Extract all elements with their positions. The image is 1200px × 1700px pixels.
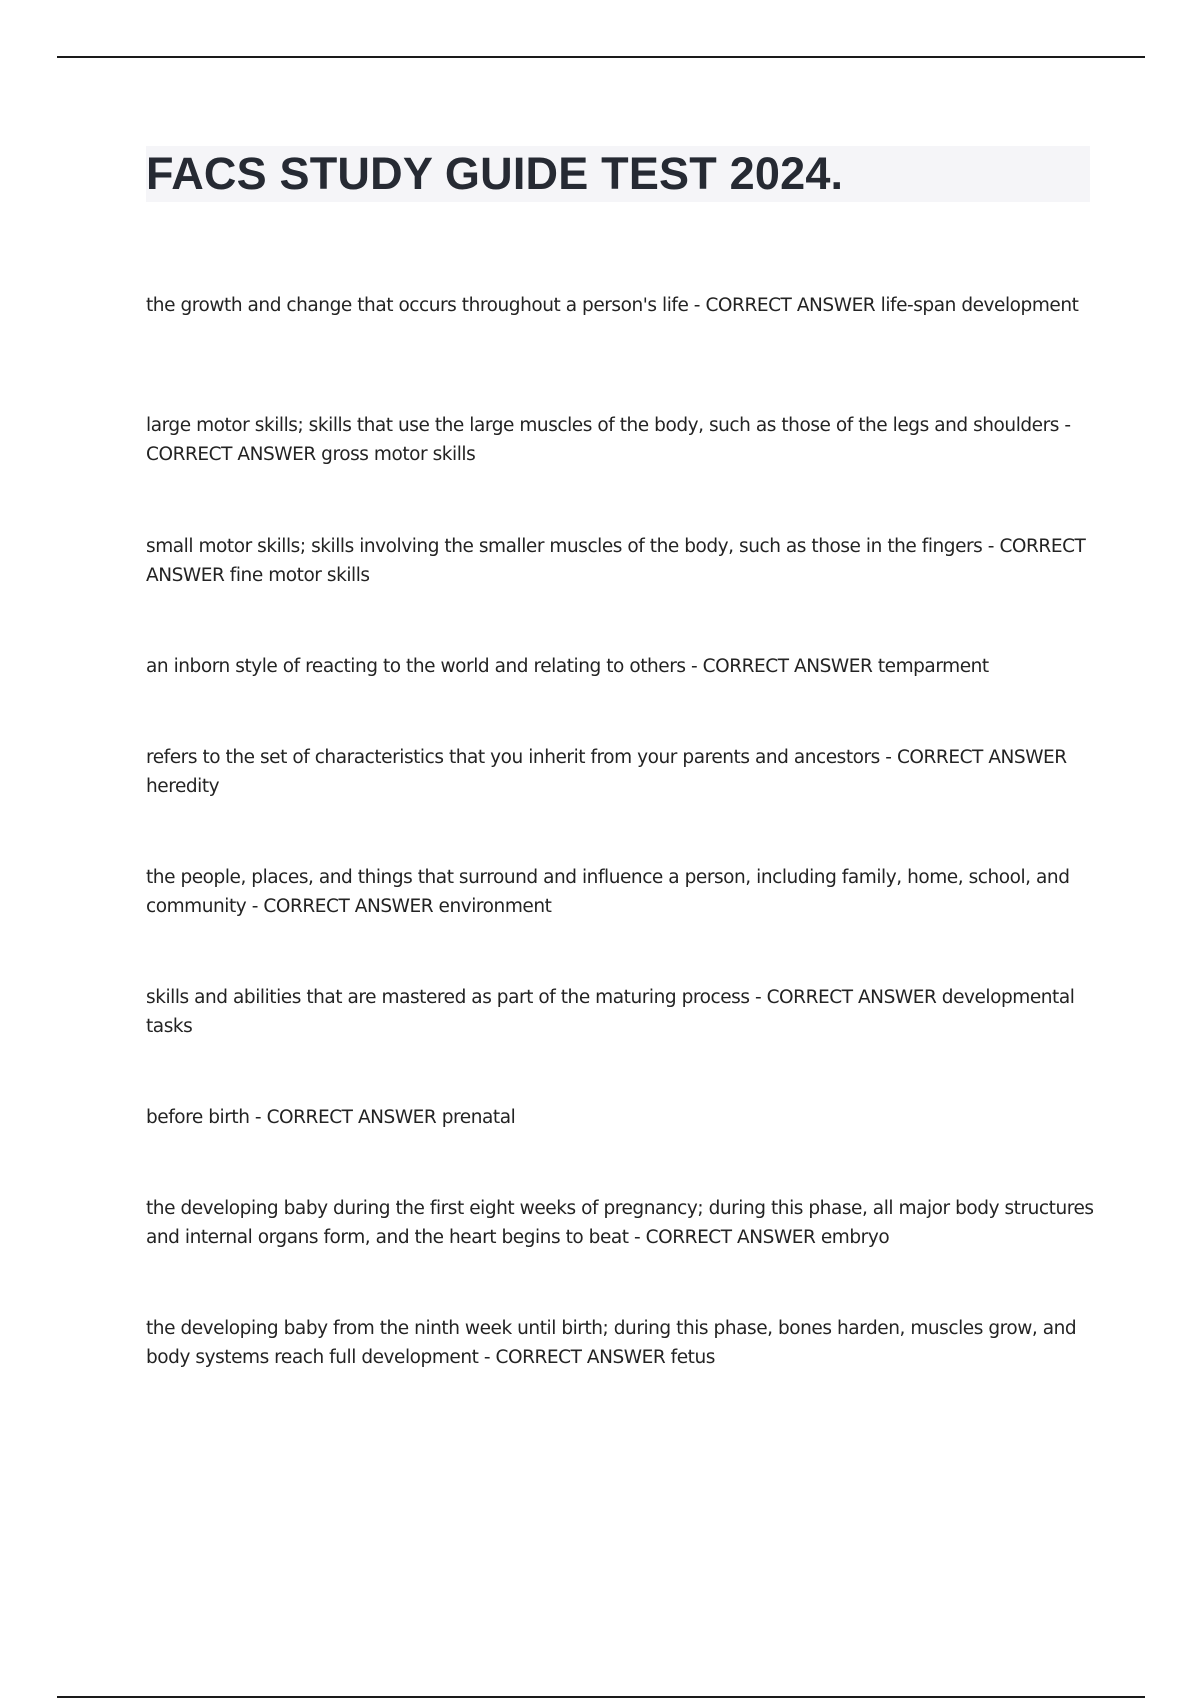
study-entry: before birth - CORRECT ANSWER prenatal: [146, 1107, 516, 1128]
study-entry: refers to the set of characteristics that you inherit from your parents and ancestors - CORRECT ANSWER heredity: [146, 747, 1067, 797]
top-rule: [57, 56, 1145, 58]
study-entry: an inborn style of reacting to the world and relating to others - CORRECT ANSWER temparment: [146, 656, 989, 677]
study-entry: the growth and change that occurs throughout a person's life - CORRECT ANSWER life-span development: [146, 295, 1079, 316]
study-entry: the developing baby from the ninth week until birth; during this phase, bones harden, muscles grow, and body systems reach full development - CORRECT ANSWER fetus: [146, 1318, 1077, 1368]
study-entry: large motor skills; skills that use the large muscles of the body, such as those of the legs and shoulders - CORRECT ANSWER gross motor skills: [146, 415, 1071, 465]
study-entry: small motor skills; skills involving the smaller muscles of the body, such as those in the fingers - CORRECT ANSWER fine motor skills: [146, 536, 1086, 586]
study-entry: skills and abilities that are mastered as part of the maturing process - CORRECT ANSWER developmental tasks: [146, 987, 1075, 1037]
bottom-rule: [57, 1696, 1145, 1698]
page-title: FACS STUDY GUIDE TEST 2024.: [146, 148, 844, 199]
study-entry: the developing baby during the first eight weeks of pregnancy; during this phase, all major body structures and internal organs form, and the heart begins to beat - CORRECT ANSWER embryo: [146, 1198, 1094, 1248]
study-entry: the people, places, and things that surround and influence a person, including family, home, school, and community - CORRECT ANSWER environment: [146, 867, 1070, 917]
